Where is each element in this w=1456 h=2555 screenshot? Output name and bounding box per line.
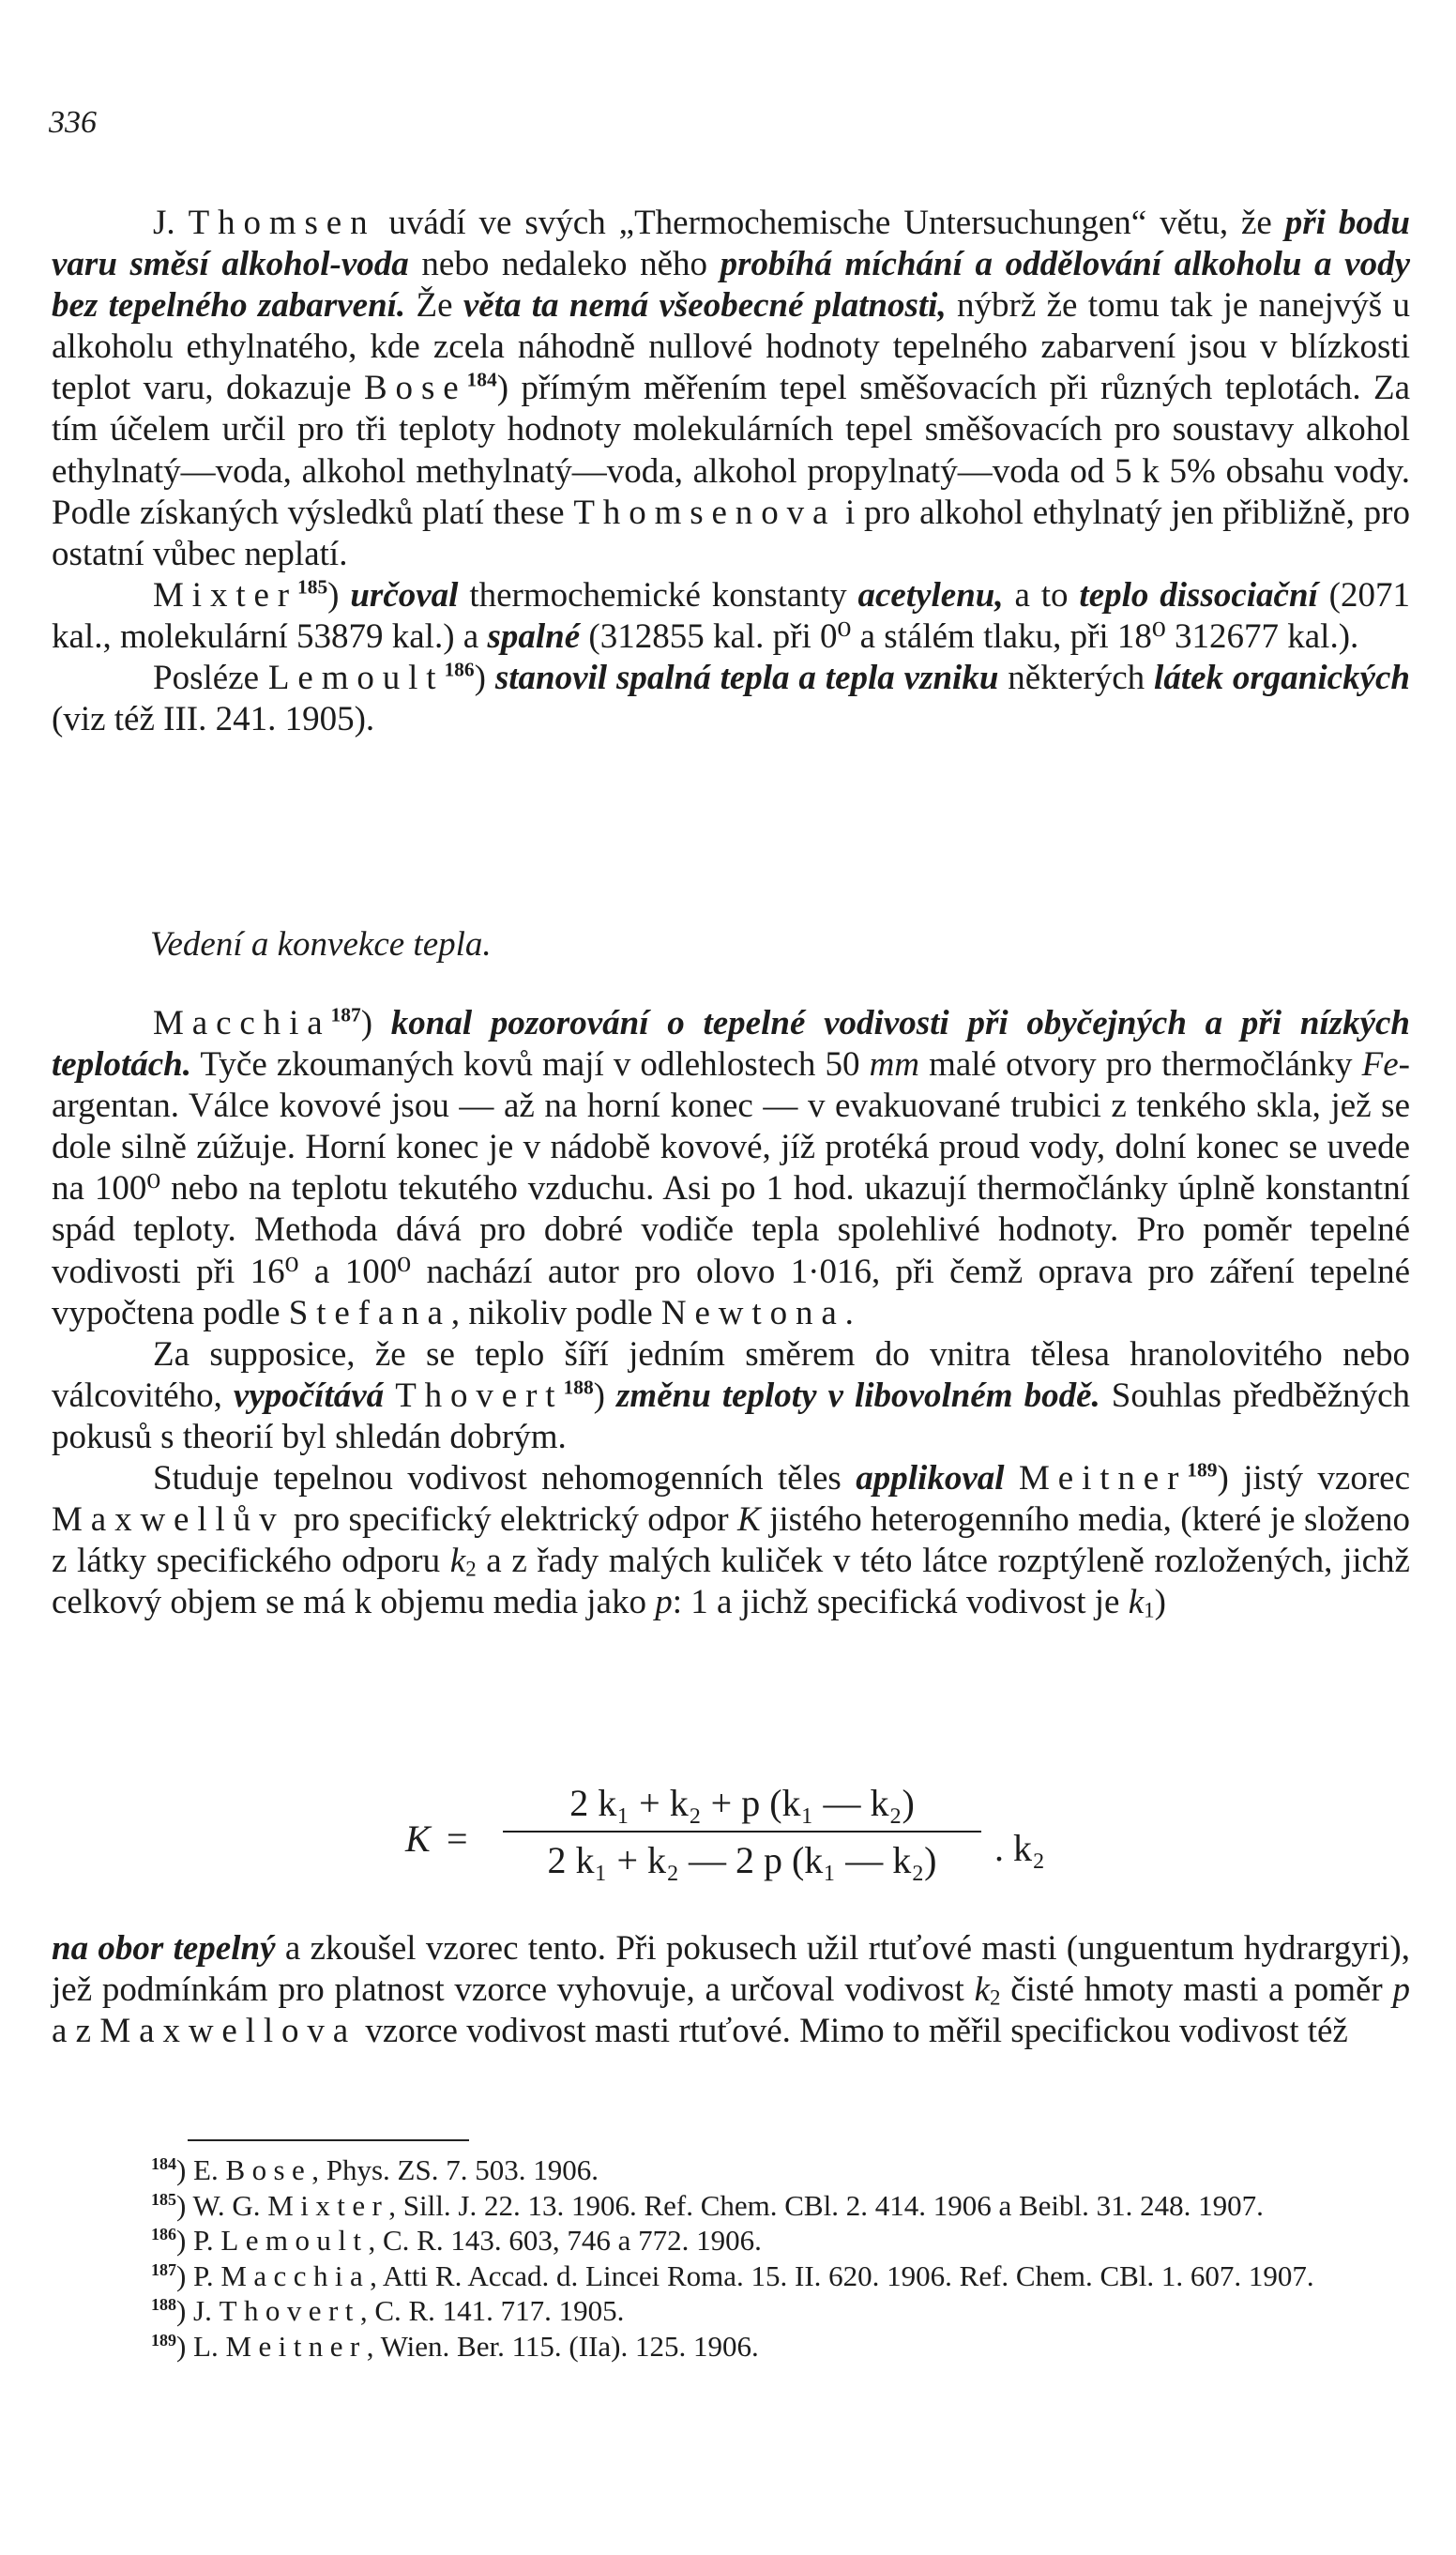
- footnote-ref: 188: [563, 1376, 594, 1399]
- symbol: p: [1392, 1970, 1410, 2010]
- text: ) přímým měřením tepel směšovacích při různých teplotách. Za tím účelem určil pro tři teploty hodnoty molekulárních tepel směšovacích pro soustavy alkohol ethylnatý—voda, alkohol methylnatý—voda, alkohol propylnatý—voda od 5 k 5% obsahu vody. Podle získaných výsledků platí these: [52, 369, 1410, 532]
- text: (viz též III. 241. 1905).: [52, 700, 375, 739]
- paragraph-thomsen: [52, 203, 1410, 575]
- footnote: [52, 2293, 1410, 2329]
- footnote-citation: , Atti R. Accad. d. Lincei Roma. 15. II. 620. 1906. Ref. Chem. CBl. 1. 607. 1907.: [370, 2258, 1314, 2292]
- text: nýbrž že tomu tak je nanejvýš u alkoholu ethylnatého, kde zcela náhodně nullové hodnoty tepelného zabarvení jsou v blízkosti teplot varu, dokazuje: [52, 286, 1410, 408]
- footnote-text: ) P.: [175, 2224, 221, 2257]
- author-name: Macchia: [153, 1004, 331, 1042]
- footnote-citation: , C. R. 141. 717. 1905.: [359, 2294, 625, 2327]
- formula-numerator: 2 k₁ + k₂ + p (k₁ — k₂): [569, 1782, 915, 1824]
- text: vzorce vodivost masti rtuťové. Mimo to měřil specifickou vodivost též: [356, 2012, 1348, 2051]
- page-number: 336: [49, 105, 97, 140]
- text: -argentan. Válce kovové jsou — až na horní konec — v evakuované trubici z tenkého skla, jež se dole silně zúžuje. Horní konec je v nádobě kovové, jíž protéká proud vody, dolní konec se uvede na 100⁰ nebo na teplotu tekutého vzduchu. Asi po 1 hod. ukazují thermočlánky úplně konstantní spád teploty. Methoda dává pro dobré vodiče tepla spolehlivé hodnoty. Pro poměr tepelné vodivosti při 16⁰ a 100⁰ nachází autor pro olovo 1·016, při čemž oprava pro záření tepelné vypočtena podle: [52, 1045, 1410, 1332]
- footnote-number: 187: [151, 2259, 176, 2279]
- author-name: Newtona: [660, 1293, 845, 1332]
- text: a to: [1003, 575, 1080, 615]
- text: Za supposice, že se teplo šíří jedním směrem do vnitra tělesa hranolovitého nebo válcovitého,: [52, 1334, 1410, 1415]
- formula-lhs: K: [405, 1817, 431, 1860]
- author-name: Thomsenova: [573, 493, 837, 532]
- footnote-citation: , Sill. J. 22. 13. 1906. Ref. Chem. CBl. 2. 414. 1906 a Beibl. 31. 248. 1907.: [388, 2188, 1264, 2222]
- text: : 1 a jichž specifická vodivost je: [672, 1583, 1129, 1622]
- author-name: Mixter: [153, 575, 297, 615]
- footnote-text: ) J.: [175, 2294, 220, 2327]
- footnote: [52, 2223, 1410, 2258]
- footnote: [52, 2258, 1410, 2294]
- text: čisté hmoty masti a poměr: [1000, 1970, 1393, 2010]
- footnote: [52, 2188, 1410, 2224]
- text: pro specifický elektrický odpor: [284, 1500, 738, 1540]
- text: .: [844, 1293, 854, 1332]
- footnote-ref: 185: [296, 575, 328, 599]
- text: (312855 kal. při 0⁰ a stálém tlaku, při 18⁰ 312677 kal.).: [580, 616, 1359, 656]
- author-name: Thomsen: [188, 204, 376, 242]
- footnote-number: 184: [151, 2153, 176, 2173]
- text: i pro alkohol ethylnatý jen přibližně, pro ostatní vůbec neplatí.: [52, 493, 1410, 573]
- footnote-author: Lemoult: [220, 2224, 369, 2257]
- emphasis: změnu teploty v libovolném bodě.: [616, 1376, 1100, 1415]
- emphasis: konal pozorování o tepelné vodivosti při obyčejných a při nízkých teplotách.: [52, 1004, 1410, 1085]
- paragraph-lemoult: [52, 658, 1410, 740]
- text: ): [593, 1376, 617, 1415]
- main-text-upper: [52, 203, 1410, 740]
- section-heading: Vedení a konvekce tepla.: [150, 925, 492, 964]
- emphasis: věta ta nemá všeobecné platnosti,: [463, 286, 947, 326]
- emphasis: applikoval: [856, 1459, 1005, 1498]
- text: jistého heterogenního media, (které je složeno z látky specifického odporu: [52, 1500, 1410, 1581]
- footnote: [52, 2329, 1410, 2365]
- formula-equals: =: [447, 1817, 468, 1860]
- symbol: K: [737, 1500, 761, 1540]
- text: a z: [52, 2012, 100, 2051]
- main-text-lower: [52, 1928, 1410, 2052]
- footnote-ref: 186: [444, 658, 475, 681]
- text: (2071 kal., molekulární 53879 kal.) a: [52, 575, 1411, 656]
- symbol: k: [449, 1542, 466, 1581]
- emphasis: vypočítává: [233, 1376, 385, 1415]
- symbol: p: [655, 1583, 673, 1622]
- paragraph-macchia: [52, 1003, 1410, 1334]
- author-name: Thovert: [395, 1376, 564, 1415]
- text: Souhlas předběžných pokusů s theorií byl shledán dobrým.: [52, 1376, 1411, 1456]
- footnote-number: 188: [151, 2294, 176, 2314]
- main-text-middle: [52, 1003, 1410, 1623]
- author-name: Maxwellova: [99, 2012, 357, 2051]
- text: některých: [998, 659, 1155, 698]
- footnote-ref: 184: [466, 369, 497, 392]
- paragraph-thovert: [52, 1334, 1410, 1458]
- text: ) jistý vzorec: [1217, 1459, 1410, 1498]
- unit: mm: [869, 1045, 920, 1085]
- emphasis: při bodu varu směsí alkohol-voda: [52, 204, 1410, 284]
- formula-denominator: 2 k₁ + k₂ — 2 p (k₁ — k₂): [547, 1839, 937, 1881]
- footnote-ref: 189: [1187, 1458, 1218, 1482]
- paragraph-meitner: Studuje tepelnou vodivost nehomogenních těles applikoval Meitner$^{189}$) jistý vzorec Maxwellův pro specifický elektrický odpor K jistého heterogenního media, (které je složeno z látky specifického odporu $k_2$ a z řady malých kuliček v této látce rozptýleně rozložených, jichž celkový objem se má k objemu media jako p: 1 a jichž specifická vodivost je $k_1$): [52, 1458, 1410, 1622]
- footnote-author: Macchia: [220, 2258, 371, 2292]
- formula-fraction: [503, 1781, 981, 1882]
- symbol: k: [1128, 1583, 1145, 1622]
- footnote-author: Meitner: [225, 2329, 367, 2363]
- emphasis: stanovil spalná tepla a tepla vzniku: [494, 659, 999, 698]
- text: Že: [405, 286, 463, 326]
- text: nebo nedaleko něho: [408, 245, 720, 284]
- text: [384, 1376, 395, 1415]
- footnote-author: Thovert: [219, 2294, 360, 2327]
- emphasis: teplo dissociační: [1079, 575, 1318, 615]
- text: malé otvory pro thermočlánky: [919, 1045, 1362, 1085]
- footnote-number: 186: [151, 2224, 176, 2243]
- footnote-number: 189: [151, 2330, 176, 2350]
- maxwell-formula: [405, 1781, 1062, 1903]
- text: , nikoliv podle: [450, 1293, 661, 1332]
- text: ): [327, 575, 351, 615]
- text: J.: [153, 204, 189, 242]
- text: ): [1154, 1583, 1166, 1622]
- paragraph-continuation: na obor tepelný a zkoušel vzorec tento. Při pokusech užil rtuťové masti (unguentum hydrargyri), jež podmínkám pro platnost vzorce vyhovuje, a určoval vodivost $k_2$ čisté hmoty masti a poměr p a z Maxwellova vzorce vodivost masti rtuťové. Mimo to měřil specifickou vodivost též: [52, 1929, 1410, 2051]
- emphasis: spalné: [487, 616, 581, 656]
- symbol: Fe: [1361, 1045, 1399, 1085]
- text: thermochemické konstanty: [458, 575, 858, 615]
- emphasis: určoval: [350, 575, 459, 615]
- emphasis: probíhá míchání a oddělování alkoholu a vody bez tepelného zabarvení.: [52, 245, 1410, 326]
- footnote-ref: 187: [330, 1003, 361, 1027]
- text: ): [360, 1004, 391, 1042]
- emphasis: látek organických: [1154, 659, 1411, 698]
- footnote-citation: , C. R. 143. 603, 746 a 772. 1906.: [368, 2224, 762, 2257]
- symbol: k: [974, 1970, 990, 2010]
- text: a zkoušel vzorec tento. Při pokusech užil rtuťové masti (unguentum hydrargyri), jež podmínkám pro platnost vzorce vyhovuje, a určoval vodivost: [52, 1929, 1410, 2010]
- formula-factor: . k₂: [994, 1827, 1045, 1869]
- paragraph-mixter: [52, 575, 1410, 658]
- footnotes: [52, 2152, 1410, 2364]
- emphasis: acetylenu,: [857, 575, 1004, 615]
- footnote-divider: [188, 2139, 469, 2141]
- footnote-text: ) E.: [175, 2153, 226, 2186]
- text: Tyče zkoumaných kovů mají v odlehlostech 50: [191, 1045, 870, 1085]
- footnote: [52, 2152, 1410, 2188]
- footnote-author: Mixter: [267, 2188, 389, 2222]
- footnote-text: ) W. G.: [175, 2188, 268, 2222]
- footnote-author: Bose: [225, 2153, 312, 2186]
- text: uvádí ve svých „Thermochemische Untersuchungen“ větu, že: [375, 204, 1285, 242]
- footnote-citation: , Phys. ZS. 7. 503. 1906.: [311, 2153, 599, 2186]
- author-name: Bose: [364, 369, 467, 408]
- footnote-number: 185: [151, 2189, 176, 2209]
- author-name: Stefana: [288, 1293, 451, 1332]
- footnote-text: ) P.: [175, 2258, 221, 2292]
- emphasis: na obor tepelný: [52, 1929, 276, 1968]
- author-name: Lemoult: [267, 659, 445, 698]
- text: Posléze: [153, 659, 268, 698]
- footnote-citation: , Wien. Ber. 115. (IIa). 125. 1906.: [366, 2329, 759, 2363]
- text: Studuje tepelnou vodivost nehomogenních těles: [153, 1459, 857, 1498]
- text: [1005, 1459, 1019, 1498]
- footnote-text: ) L.: [175, 2329, 226, 2363]
- text: ): [474, 659, 495, 698]
- author-name: Meitner: [1018, 1459, 1188, 1498]
- author-name: Maxwellův: [52, 1500, 285, 1540]
- text: a z řady malých kuliček v této látce rozptýleně rozložených, jichž celkový objem se má k objemu media jako: [52, 1542, 1410, 1622]
